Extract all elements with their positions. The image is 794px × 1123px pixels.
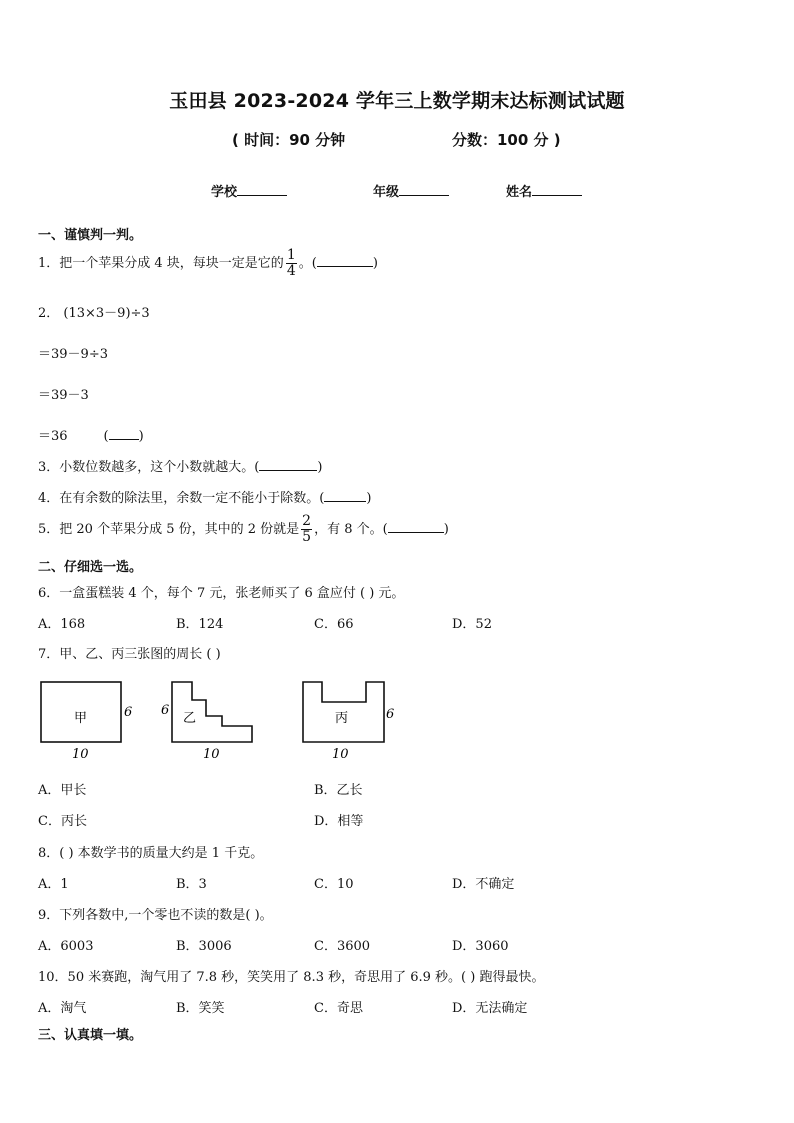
question-8: 8．( ) 本数学书的质量大约是 1 千克。 bbox=[38, 846, 264, 861]
q4-close: ) bbox=[366, 491, 372, 506]
q10-option-a[interactable]: A．淘气 bbox=[38, 1001, 87, 1016]
q2-answer-blank[interactable] bbox=[109, 427, 139, 440]
q6-option-a[interactable]: A．168 bbox=[38, 617, 86, 632]
q5-close: ) bbox=[443, 522, 449, 537]
school-blank[interactable] bbox=[237, 182, 287, 196]
q9-option-b[interactable]: B．3006 bbox=[176, 939, 232, 954]
q6-option-d[interactable]: D．52 bbox=[452, 617, 492, 632]
school-label: 学校 bbox=[211, 185, 238, 200]
q1-answer-blank[interactable] bbox=[317, 254, 373, 267]
question-10: 10．50 米赛跑，淘气用了 7.8 秒，笑笑用了 8.3 秒，奇思用了 6.9 秒。( ) 跑得最快。 bbox=[38, 970, 545, 985]
question-4 bbox=[38, 487, 371, 506]
exam-score: 分数：100 分 ) bbox=[452, 131, 561, 149]
q5-tail: ，有 8 个。( bbox=[314, 522, 388, 537]
q1-frac-den: 4 bbox=[286, 263, 296, 279]
q1-tail: 。( bbox=[298, 256, 317, 271]
q2-line-2: ＝39－9÷3 bbox=[38, 347, 108, 362]
section-2-title: 二、仔细选一选。 bbox=[38, 560, 143, 575]
figure-yi-label: 乙 bbox=[183, 711, 197, 726]
figure-yi-width: 10 bbox=[203, 747, 220, 762]
q7-option-c[interactable]: C．丙长 bbox=[38, 814, 87, 829]
figure-jia-label: 甲 bbox=[74, 711, 88, 726]
grade-label: 年级 bbox=[373, 185, 400, 200]
figure-jia-width: 10 bbox=[72, 747, 89, 762]
figure-bing-height: 6 bbox=[386, 707, 395, 722]
page-title: 玉田县 2023-2024 学年三上数学期末达标测试试题 bbox=[169, 90, 625, 112]
q4-text: 4．在有余数的除法里，余数一定不能小于除数。( bbox=[38, 491, 325, 506]
q2-line-3: ＝39－3 bbox=[38, 388, 89, 403]
q2-line-1: 2． (13×3－9)÷3 bbox=[38, 306, 150, 321]
section-1-title: 一、谨慎判一判。 bbox=[38, 228, 143, 243]
q4-answer-blank[interactable] bbox=[324, 489, 366, 502]
figure-jia-height: 6 bbox=[124, 705, 133, 720]
q1-close: ) bbox=[372, 256, 378, 271]
q2-result: ＝36 bbox=[38, 429, 68, 444]
section-3-title: 三、认真填一填。 bbox=[38, 1028, 143, 1043]
q7-option-b[interactable]: B．乙长 bbox=[314, 783, 363, 798]
grade-field bbox=[373, 181, 449, 200]
q2-line-4 bbox=[38, 425, 144, 444]
q5-frac-num: 2 bbox=[302, 513, 312, 529]
q5-fraction bbox=[301, 514, 312, 545]
name-label: 姓名 bbox=[506, 185, 533, 200]
q7-option-a[interactable]: A．甲长 bbox=[38, 783, 87, 798]
q6-option-c[interactable]: C．66 bbox=[314, 617, 354, 632]
school-field bbox=[211, 181, 287, 200]
question-5 bbox=[38, 514, 449, 545]
q9-option-d[interactable]: D．3060 bbox=[452, 939, 509, 954]
q10-option-d[interactable]: D．无法确定 bbox=[452, 1001, 528, 1016]
q9-option-a[interactable]: A．6003 bbox=[38, 939, 94, 954]
figure-bing-width: 10 bbox=[332, 747, 349, 762]
q7-option-d[interactable]: D．相等 bbox=[314, 814, 364, 829]
question-3 bbox=[38, 456, 322, 475]
q5-text: 5．把 20 个苹果分成 5 份，其中的 2 份就是 bbox=[38, 522, 300, 537]
exam-time: ( 时间：90 分钟 bbox=[232, 131, 346, 149]
question-7: 7．甲、乙、丙三张图的周长 ( ) bbox=[38, 647, 221, 662]
q3-answer-blank[interactable] bbox=[259, 458, 317, 471]
q3-close: ) bbox=[317, 460, 323, 475]
q2-paren-close: ) bbox=[138, 429, 144, 444]
q8-option-a[interactable]: A．1 bbox=[38, 877, 69, 892]
q5-answer-blank[interactable] bbox=[388, 520, 444, 533]
name-blank[interactable] bbox=[532, 182, 582, 196]
q9-option-c[interactable]: C．3600 bbox=[314, 939, 371, 954]
q6-option-b[interactable]: B．124 bbox=[176, 617, 224, 632]
question-6: 6．一盒蛋糕装 4 个，每个 7 元，张老师买了 6 盒应付 ( ) 元。 bbox=[38, 586, 405, 601]
q10-option-c[interactable]: C．奇思 bbox=[314, 1001, 363, 1016]
q10-option-b[interactable]: B．笑笑 bbox=[176, 1001, 225, 1016]
figure-yi-height: 6 bbox=[161, 703, 170, 718]
figure-bing-label: 丙 bbox=[335, 711, 349, 726]
q1-fraction bbox=[286, 248, 297, 279]
grade-blank[interactable] bbox=[399, 182, 449, 196]
q2-paren-open: ( bbox=[103, 429, 109, 444]
q1-frac-num: 1 bbox=[286, 247, 296, 263]
q3-text: 3．小数位数越多，这个小数就越大。( bbox=[38, 460, 260, 475]
question-9: 9．下列各数中,一个零也不读的数是( )。 bbox=[38, 908, 273, 923]
name-field bbox=[506, 181, 582, 200]
question-1 bbox=[38, 248, 378, 279]
q5-frac-den: 5 bbox=[302, 529, 312, 545]
q1-text: 1．把一个苹果分成 4 块，每块一定是它的 bbox=[38, 256, 284, 271]
q8-option-c[interactable]: C．10 bbox=[314, 877, 354, 892]
q8-option-b[interactable]: B．3 bbox=[176, 877, 207, 892]
q8-option-d[interactable]: D．不确定 bbox=[452, 877, 515, 892]
q7-figures bbox=[30, 672, 410, 764]
